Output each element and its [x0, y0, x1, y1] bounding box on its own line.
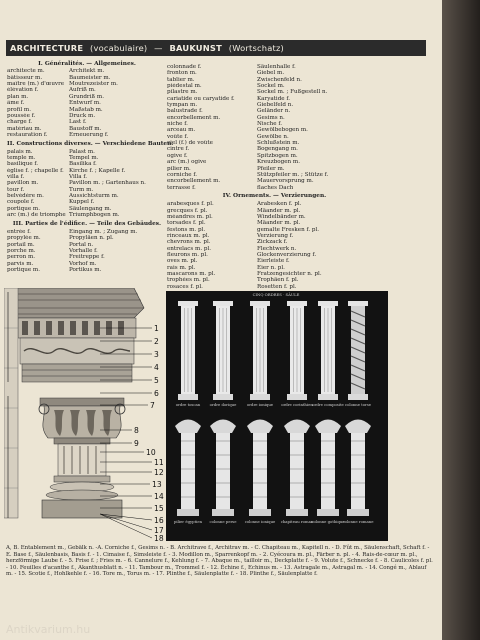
- header-sub-de: (Wortschatz): [228, 43, 284, 53]
- columns-drawing: [166, 291, 388, 541]
- term-german: Trophäen f. pl.: [257, 277, 299, 284]
- term-french: villa f.: [7, 174, 25, 181]
- header-title-de: BAUKUNST: [169, 43, 222, 53]
- column-base: [250, 394, 270, 400]
- term-french: charge f.: [7, 119, 33, 126]
- column-label: colonne torse: [344, 402, 372, 407]
- term-german: Gewölbe n.: [257, 133, 289, 140]
- term-french: encorbellement m.: [167, 178, 221, 185]
- column-label: colonne perse: [209, 519, 237, 524]
- plate-top-label: CINQ ORDRES · SÄULE: [252, 292, 300, 297]
- term-german: Vorhalle f.: [69, 247, 98, 254]
- term-german: Karyatide f.: [257, 95, 291, 102]
- figure-number-label: 11: [154, 458, 164, 467]
- term-german: Vorhof m.: [69, 260, 97, 267]
- column-label: ordre composite: [312, 402, 344, 407]
- column-shaft: [321, 433, 335, 509]
- section-title: II. Constructions diverses. — Verschiedene Bauten.: [7, 140, 174, 147]
- vocabulary-column-left: [7, 58, 174, 273]
- column-capital: [318, 301, 338, 306]
- term-german: Gesims n.: [257, 114, 285, 121]
- term-french: oves m. pl.: [167, 258, 198, 265]
- term-german: Säulenhalle f.: [257, 64, 296, 70]
- column-base: [287, 394, 307, 400]
- figure-number-label: 6: [154, 389, 159, 398]
- column-base: [212, 509, 234, 516]
- term-french: tympan m.: [167, 102, 198, 109]
- term-german: Baustoff m.: [69, 125, 102, 132]
- figure-number-label: 17: [154, 526, 164, 535]
- term-german: Propyläen n. pl.: [69, 235, 114, 242]
- term-german: Rosetten f. pl.: [257, 283, 297, 290]
- header-dash: —: [154, 43, 163, 53]
- term-german: Portal n.: [69, 241, 94, 248]
- vocab-row: [167, 284, 382, 290]
- term-french: restauration f.: [7, 131, 48, 138]
- column-label: colonne ionique: [244, 519, 276, 524]
- term-german: Stützpfeiler m. ; Stütze f.: [257, 171, 329, 178]
- column-label: pilier égyptien: [173, 519, 203, 524]
- column-capital: [315, 420, 341, 434]
- column-shaft: [290, 433, 304, 509]
- figure-number-label: 5: [154, 376, 159, 385]
- term-german: Architekt m.: [69, 68, 105, 75]
- section-title: IV. Ornements. — Verzierungen.: [222, 193, 327, 200]
- term-french: parvis m.: [7, 260, 34, 267]
- figure-number-label: 9: [134, 439, 139, 448]
- column-shaft: [181, 433, 195, 509]
- column-base: [347, 509, 369, 516]
- term-german: Eierleiste f.: [257, 258, 290, 265]
- term-french: architecte m.: [7, 68, 45, 75]
- vocab-row: [7, 132, 167, 138]
- column-base: [213, 394, 233, 400]
- figure-number-label: 15: [154, 504, 164, 513]
- term-french: méandres m. pl.: [167, 214, 213, 220]
- column-capital: [250, 301, 270, 306]
- watermark: Antikvarium.hu: [6, 623, 91, 636]
- term-french: cariatide ou caryatide f.: [167, 95, 235, 102]
- vocab-row: [7, 212, 167, 218]
- term-german: Kreuzbogen m.: [257, 159, 301, 166]
- term-german: Pavillon m. ; Gartenhaus n.: [69, 180, 146, 187]
- header-sub-fr: (vocabulaire): [90, 43, 148, 53]
- term-german: Verzierung f.: [257, 233, 294, 240]
- term-german: Mäander m. pl.: [257, 220, 301, 227]
- figure-number-label: 16: [154, 516, 164, 525]
- figure-number-label: 4: [154, 363, 159, 372]
- figure-caption: A, B. Entablement m., Gebälk n. -A. Corniche f., Gesims n. - B. Architrave f., Architrav m. - C. Chapiteau m., Kapitell n. - D. Fût m., Säulenschaft, Schaft f. - E. Base f., Säulenbasis, Basis f. - 1. Cimaise f., Simsleiste f. - 3. Modillon m., Sparrenkopf m. - 2. Cyécoura m. pl., Färber n. pl. - 4. Rais-de-cœur m. pl., herzförmige Laube f. - 5. Frise f. ; Fries m. - 6. Cannelure f., Kehlung f. - 7. Abaque m., tailloir m., Deckplatte f. - 9. Volute f., Schnecke f. - 8. Caulicoles f. pl. - 10. Feuilles d'acanthe f., Akanthusblatt n. - 11. Tambour m., Trommel f. - 12. Échine f., Echinus m. - 13. Astragale m., Astragal m. - 14. Congé m., Ablauf m. - 15. Scotie f., Hohlkehle f. - 16. Tore m., Torus m. - 17. Plinthe f., Säulenplatte f. - 18. Plinthe f., Säulenplatte f.: [6, 545, 433, 578]
- term-german: Portikus m.: [69, 266, 102, 273]
- page-header-bar: [6, 40, 426, 56]
- term-german: Windelbänder m.: [257, 214, 306, 220]
- column-base: [249, 509, 271, 516]
- term-german: Giebelfeld n.: [257, 102, 294, 109]
- term-french: entrelacs m. pl.: [167, 245, 212, 252]
- term-french: fronton m.: [167, 70, 197, 77]
- term-french: arabesques f. pl.: [167, 201, 214, 208]
- term-french: maître (m.) d'œuvre: [7, 81, 65, 88]
- term-german: Geländer n.: [257, 108, 291, 115]
- term-german: Palast m.: [69, 148, 95, 155]
- column-capital: [348, 301, 368, 306]
- term-german: Aussichtsturm m.: [69, 193, 119, 200]
- term-german: Sockel m. ; Fußgestell n.: [257, 89, 328, 96]
- term-french: entrée f.: [7, 228, 31, 235]
- column-label: chapiteau roman: [280, 519, 314, 524]
- term-french: mascarons m. pl.: [167, 271, 216, 278]
- term-german: Kirche f. ; Kapelle f.: [69, 167, 126, 174]
- term-french: coupole f.: [7, 199, 35, 206]
- term-french: festons m. pl.: [167, 226, 206, 233]
- term-german: Erneuerung f.: [69, 131, 109, 138]
- column-capital: [345, 420, 371, 434]
- term-german: Triumphbogen m.: [69, 212, 120, 219]
- term-german: Freitreppe f.: [69, 254, 105, 261]
- term-german: Flechtwerk n.: [257, 245, 297, 252]
- term-german: Grundriß m.: [69, 93, 104, 100]
- term-french: perron m.: [7, 254, 36, 261]
- term-german: Schlußstein m.: [257, 140, 300, 147]
- column-label: ordre corinthien: [281, 402, 313, 407]
- term-german: Säulengang m.: [69, 205, 112, 212]
- term-french: portail m.: [7, 241, 35, 248]
- column-capital: [175, 420, 201, 434]
- column-base: [177, 509, 199, 516]
- term-german: Turm m.: [69, 186, 94, 193]
- term-french: torsades f. pl.: [167, 220, 206, 227]
- term-german: Zickzack f.: [257, 239, 288, 246]
- term-french: chevrons m. pl.: [167, 239, 211, 246]
- column-base: [286, 509, 308, 516]
- term-french: piédestal m.: [167, 83, 202, 90]
- column-base: [178, 394, 198, 400]
- term-french: fleurons m. pl.: [167, 252, 208, 259]
- term-german: Sockel m.: [257, 83, 285, 90]
- term-german: Arabesken f. pl.: [257, 201, 302, 208]
- figure-number-label: 1: [154, 324, 159, 333]
- term-french: portique m.: [7, 266, 41, 273]
- term-german: Last f.: [69, 119, 87, 126]
- header-title-fr: ARCHITECTURE: [10, 43, 84, 53]
- term-german: Villa f.: [69, 174, 88, 181]
- figure-number-label: 3: [154, 350, 159, 359]
- entablature-illustration: [4, 288, 164, 543]
- column-capital: [213, 301, 233, 306]
- term-french: tour f.: [7, 186, 25, 193]
- term-french: ciel (f.) de voûte: [167, 140, 213, 147]
- column-label: ordre ionique: [246, 402, 274, 407]
- term-german: gemalte Fresken f. pl.: [257, 226, 320, 233]
- term-french: ogive f.: [167, 152, 188, 159]
- term-french: arceau m.: [167, 127, 196, 134]
- column-shaft: [253, 433, 267, 509]
- term-german: Baumeister m.: [69, 74, 111, 81]
- term-french: rinceaux m. pl.: [167, 233, 210, 240]
- column-label: colonne gothique: [311, 519, 345, 524]
- vocab-row: [7, 267, 167, 273]
- book-edge: [442, 0, 480, 640]
- column-capital: [284, 420, 310, 434]
- entablature-drawing: [4, 288, 164, 543]
- figure-number-label: 2: [154, 337, 159, 346]
- term-german: flaches Dach: [257, 184, 294, 191]
- term-french: rosaces f. pl.: [167, 283, 203, 290]
- term-french: plan m.: [7, 93, 29, 100]
- vocab-row: [167, 185, 382, 191]
- term-german: Aufriß m.: [69, 87, 96, 94]
- column-capital: [287, 301, 307, 306]
- term-german: Pfeiler m.: [257, 165, 285, 172]
- term-french: belvédère m.: [7, 193, 44, 200]
- column-base: [317, 509, 339, 516]
- term-german: Mäander m. pl.: [257, 207, 301, 214]
- column-label: ordre dorique: [209, 402, 237, 407]
- column-capital: [210, 420, 236, 434]
- term-german: Spitzbogen m.: [257, 152, 298, 159]
- column-capital: [178, 301, 198, 306]
- term-french: encorbellement m.: [167, 114, 221, 121]
- term-french: terrasse f.: [167, 184, 196, 191]
- term-french: pavillon m.: [7, 180, 39, 187]
- column-shaft: [216, 433, 230, 509]
- term-french: âme f.: [7, 100, 25, 107]
- term-french: pilier m.: [167, 165, 191, 172]
- term-french: matériau m.: [7, 125, 42, 132]
- column-label: ordre toscan: [175, 402, 201, 407]
- term-french: balustrade f.: [167, 108, 203, 115]
- section-title: I. Généralités. — Allgemeines.: [38, 60, 136, 67]
- term-german: Entwurf m.: [69, 100, 101, 107]
- term-french: cintre f.: [167, 146, 190, 153]
- term-german: Giebel m.: [257, 70, 285, 77]
- term-french: propylée m.: [7, 235, 41, 242]
- section-title: III. Parties de l'édifice. — Teile des Gebäudes.: [12, 220, 162, 227]
- term-german: Eingang m. ; Zugang m.: [69, 228, 138, 235]
- term-french: rais m. pl.: [167, 264, 196, 271]
- term-german: Eier n. pl.: [257, 264, 285, 271]
- term-german: Glockenverzierung f.: [257, 252, 317, 259]
- column-label: colonne romane: [342, 519, 374, 524]
- term-german: Zwischenfeld n.: [257, 76, 302, 83]
- figure-number-label: 12: [154, 468, 164, 477]
- term-french: corniche f.: [167, 171, 198, 178]
- term-german: Gewölbebogen m.: [257, 127, 308, 134]
- term-german: Moutrezeister m.: [69, 81, 118, 88]
- term-french: élévation f.: [7, 87, 39, 94]
- column-base: [318, 394, 338, 400]
- term-german: Nische f.: [257, 121, 283, 128]
- term-german: Tempel m.: [69, 155, 99, 161]
- figure-number-label: 8: [134, 426, 139, 435]
- term-french: arc (m.) de triomphe: [7, 212, 66, 219]
- term-german: Kuppel f.: [69, 199, 95, 206]
- term-german: Fratzengesichter n. pl.: [257, 271, 322, 278]
- term-french: arc (m.) ogive: [167, 159, 207, 166]
- term-german: Basilika f.: [69, 161, 97, 168]
- term-german: Mauervorsprung m.: [257, 178, 314, 185]
- term-french: profil m.: [7, 106, 32, 113]
- column-shaft: [351, 433, 365, 509]
- term-french: bâtisseur m.: [7, 74, 43, 81]
- term-french: porche m.: [7, 247, 36, 254]
- term-french: trophées m. pl.: [167, 277, 210, 284]
- term-french: poussée f.: [7, 112, 36, 119]
- term-french: grecques f. pl.: [167, 207, 208, 214]
- figure-number-label: 18: [154, 534, 164, 543]
- term-german: Maßstab m.: [69, 106, 103, 113]
- column-capital: [247, 420, 273, 434]
- column-orders-plate: [166, 291, 388, 541]
- term-french: niche f.: [167, 121, 188, 128]
- term-french: voûte f.: [167, 133, 189, 140]
- term-french: temple m.: [7, 155, 36, 161]
- figure-number-label: 10: [146, 448, 156, 457]
- term-french: pilastre m.: [167, 89, 198, 96]
- term-french: église f. ; chapelle f.: [7, 167, 64, 174]
- column-base: [348, 394, 368, 400]
- figure-number-label: 14: [154, 492, 164, 501]
- figure-number-label: 7: [150, 401, 155, 410]
- term-french: portique m.: [7, 205, 41, 212]
- vocabulary-column-right: [167, 64, 382, 290]
- term-german: Druck m.: [69, 112, 96, 119]
- term-french: tablier m.: [167, 76, 195, 83]
- term-french: colonnade f.: [167, 64, 202, 70]
- figure-number-label: 13: [152, 480, 162, 489]
- term-french: basilique f.: [7, 161, 39, 168]
- term-french: palais m.: [7, 148, 33, 155]
- term-german: Bogengang m.: [257, 146, 298, 153]
